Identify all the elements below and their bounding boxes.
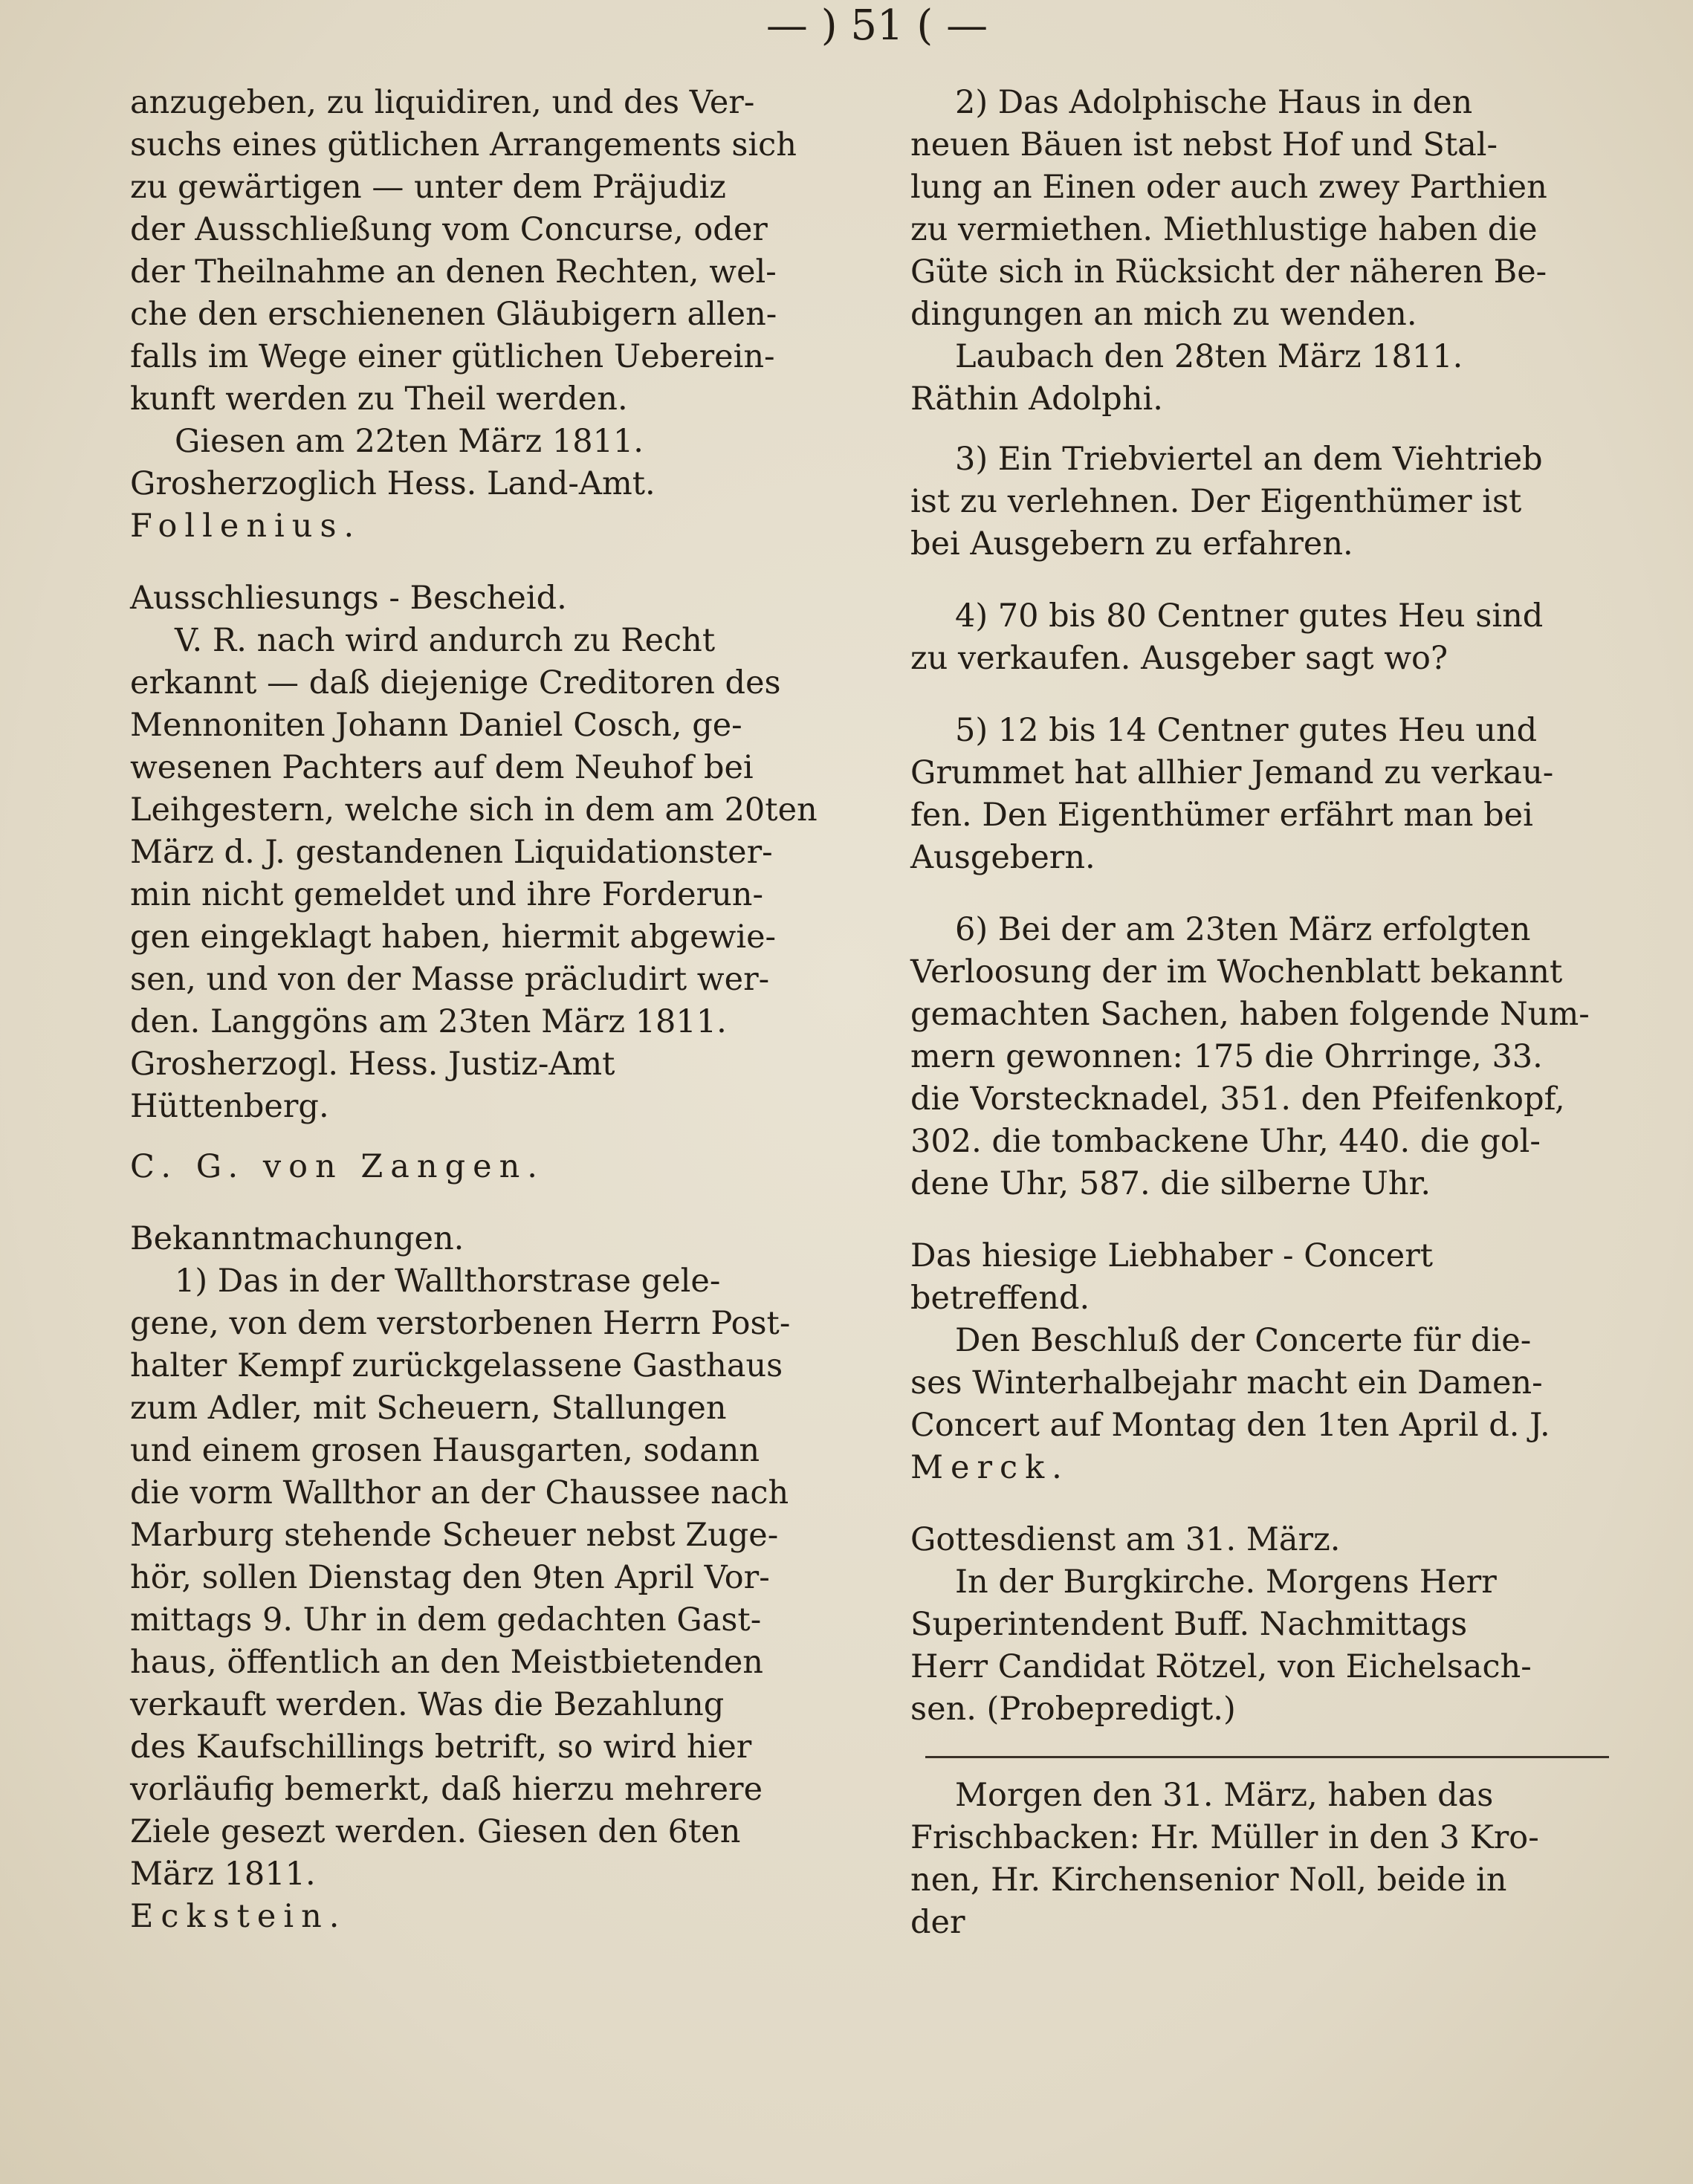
text-line: neuen Bäuen ist nebst Hof und Stal- xyxy=(910,126,1498,163)
concurs-notice-text xyxy=(130,82,881,463)
text-line: erkannt — daß diejenige Creditoren des xyxy=(130,664,781,701)
section-heading: Gottesdienst am 31. März. xyxy=(910,1521,1341,1558)
text-line: haus, öffentlich an den Meistbietenden xyxy=(130,1644,763,1681)
signature: Eckstein. xyxy=(130,1898,347,1935)
announcement-item-3 xyxy=(910,438,1624,566)
text-line: bei Ausgebern zu erfahren. xyxy=(910,525,1353,563)
left-column xyxy=(130,82,881,1938)
text-line: vorläufig bemerkt, daß hierzu mehrere xyxy=(130,1771,763,1808)
text-line: die Vorstecknadel, 351. den Pfeifenkopf, xyxy=(910,1080,1565,1118)
section-heading: Bekanntmachungen. xyxy=(130,1220,464,1257)
text-line: kunft werden zu Theil werden. xyxy=(130,380,628,418)
concert-notice-text xyxy=(910,1320,1624,1447)
text-line: lung an Einen oder auch zwey Parthien xyxy=(910,169,1547,206)
text-line: verkauft werden. Was die Bezahlung xyxy=(130,1686,725,1723)
announcement-item-1 xyxy=(130,1260,881,1896)
text-line: fen. Den Eigenthümer erfährt man bei xyxy=(910,797,1533,834)
text-line: der Theilnahme an denen Rechten, wel- xyxy=(130,253,777,291)
text-line: Concert auf Montag den 1ten April d. J. xyxy=(910,1407,1550,1444)
text-line: März 1811. xyxy=(130,1856,316,1893)
section-divider xyxy=(925,1756,1609,1758)
text-line: sen, und von der Masse präcludirt wer- xyxy=(130,961,770,998)
text-line: Verloosung der im Wochenblatt bekannt xyxy=(910,953,1563,991)
authority-line: Grosherzogl. Hess. Justiz-Amt xyxy=(130,1046,615,1083)
text-line: 302. die tombackene Uhr, 440. die gol- xyxy=(910,1123,1541,1160)
text-line: März d. J. gestandenen Liquidationster- xyxy=(130,834,773,871)
text-line: Den Beschluß der Concerte für die- xyxy=(955,1322,1532,1359)
text-line: zu vermiethen. Miethlustige haben die xyxy=(910,211,1538,248)
signature: C. G. von Zangen. xyxy=(130,1148,545,1185)
text-line: gen eingeklagt haben, hiermit abgewie- xyxy=(130,918,777,956)
text-line: der Ausschließung vom Concurse, oder xyxy=(130,211,768,248)
text-line: Ziele gesezt werden. Giesen den 6ten xyxy=(130,1813,741,1850)
place-date: Giesen am 22ten März 1811. xyxy=(175,423,644,460)
text-line: anzugeben, zu liquidiren, und des Ver- xyxy=(130,84,755,121)
text-line: Grummet hat allhier Jemand zu verkau- xyxy=(910,754,1554,791)
text-line: 4) 70 bis 80 Centner gutes Heu sind xyxy=(955,597,1544,635)
text-line: Herr Candidat Rötzel, von Eichelsach- xyxy=(910,1648,1532,1685)
text-line: ist zu verlehnen. Der Eigenthümer ist xyxy=(910,483,1522,520)
text-line: die vorm Wallthor an der Chaussee nach xyxy=(130,1474,789,1511)
text-line: sen. (Probepredigt.) xyxy=(910,1691,1236,1728)
text-line: hör, sollen Dienstag den 9ten April Vor- xyxy=(130,1559,770,1596)
text-line: zu verkaufen. Ausgeber sagt wo? xyxy=(910,640,1448,677)
text-line: den. Langgöns am 23ten März 1811. xyxy=(130,1003,727,1040)
announcement-item-4 xyxy=(910,595,1624,680)
text-line: mern gewonnen: 175 die Ohrringe, 33. xyxy=(910,1038,1543,1075)
text-line: V. R. nach wird andurch zu Recht xyxy=(175,622,716,659)
signature: Räthin Adolphi. xyxy=(910,380,1163,418)
text-line: Morgen den 31. März, haben das xyxy=(955,1777,1494,1814)
text-line: zu gewärtigen — unter dem Präjudiz xyxy=(130,169,726,206)
text-line: In der Burgkirche. Morgens Herr xyxy=(955,1564,1497,1601)
text-line: 3) Ein Triebviertel an dem Viehtrieb xyxy=(955,441,1543,478)
section-heading: Das hiesige Liebhaber - Concert xyxy=(910,1237,1434,1274)
text-line: Marburg stehende Scheuer nebst Zuge- xyxy=(130,1517,779,1554)
announcement-item-2 xyxy=(910,82,1624,378)
text-line: Leihgestern, welche sich in dem am 20ten xyxy=(130,791,818,829)
signature: Follenius. xyxy=(130,508,362,545)
text-line: 6) Bei der am 23ten März erfolgten xyxy=(955,911,1531,948)
right-column xyxy=(910,82,1624,1944)
text-line: nen, Hr. Kirchensenior Noll, beide in xyxy=(910,1861,1507,1899)
authority-line: Grosherzoglich Hess. Land-Amt. xyxy=(130,465,655,502)
text-line: gemachten Sachen, haben folgende Num- xyxy=(910,996,1590,1033)
church-service-text xyxy=(910,1561,1624,1731)
text-line: 2) Das Adolphische Haus in den xyxy=(955,84,1473,121)
text-line: und einem grosen Hausgarten, sodann xyxy=(130,1432,760,1469)
text-line: Superintendent Buff. Nachmittags xyxy=(910,1606,1468,1643)
text-line: des Kaufschillings betrift, so wird hier xyxy=(130,1728,752,1766)
text-line: che den erschienenen Gläubigern allen- xyxy=(130,296,777,333)
text-line: dene Uhr, 587. die silberne Uhr. xyxy=(910,1165,1431,1202)
text-line: 5) 12 bis 14 Centner gutes Heu und xyxy=(955,712,1538,749)
text-line: falls im Wege einer gütlichen Ueberein- xyxy=(130,338,775,375)
text-line: halter Kempf zurückgelassene Gasthaus xyxy=(130,1347,783,1384)
announcement-item-6 xyxy=(910,909,1624,1205)
text-line: Frischbacken: Hr. Müller in den 3 Kro- xyxy=(910,1819,1539,1856)
exclusion-decision-text xyxy=(130,620,881,1043)
announcement-item-5 xyxy=(910,710,1624,879)
bakers-notice-text xyxy=(910,1775,1624,1902)
text-line: gene, von dem verstorbenen Herrn Post- xyxy=(130,1305,791,1342)
section-heading: Ausschliesungs - Bescheid. xyxy=(130,580,567,617)
place-date: Laubach den 28ten März 1811. xyxy=(955,338,1463,375)
signature: Merck. xyxy=(910,1449,1069,1486)
text-line: wesenen Pachters auf dem Neuhof bei xyxy=(130,749,754,786)
text-line: 1) Das in der Wallthorstrase gele- xyxy=(175,1263,721,1300)
text-line: Güte sich in Rücksicht der näheren Be- xyxy=(910,253,1547,291)
text-line: zum Adler, mit Scheuern, Stallungen xyxy=(130,1390,727,1427)
page-number-header: — ) 51 ( — xyxy=(765,1,988,50)
text-line: ses Winterhalbejahr macht ein Damen- xyxy=(910,1364,1543,1402)
text-line: Ausgebern. xyxy=(910,839,1095,876)
text-line: min nicht gemeldet und ihre Forderun- xyxy=(130,876,764,913)
authority-line: Hüttenberg. xyxy=(130,1088,329,1125)
catchword: der xyxy=(910,1904,965,1941)
text-line: suchs eines gütlichen Arrangements sich xyxy=(130,126,797,163)
text-line: Mennoniten Johann Daniel Cosch, ge- xyxy=(130,707,742,744)
text-line: mittags 9. Uhr in dem gedachten Gast- xyxy=(130,1601,762,1639)
section-heading: betreffend. xyxy=(910,1280,1090,1317)
text-line: dingungen an mich zu wenden. xyxy=(910,296,1417,333)
